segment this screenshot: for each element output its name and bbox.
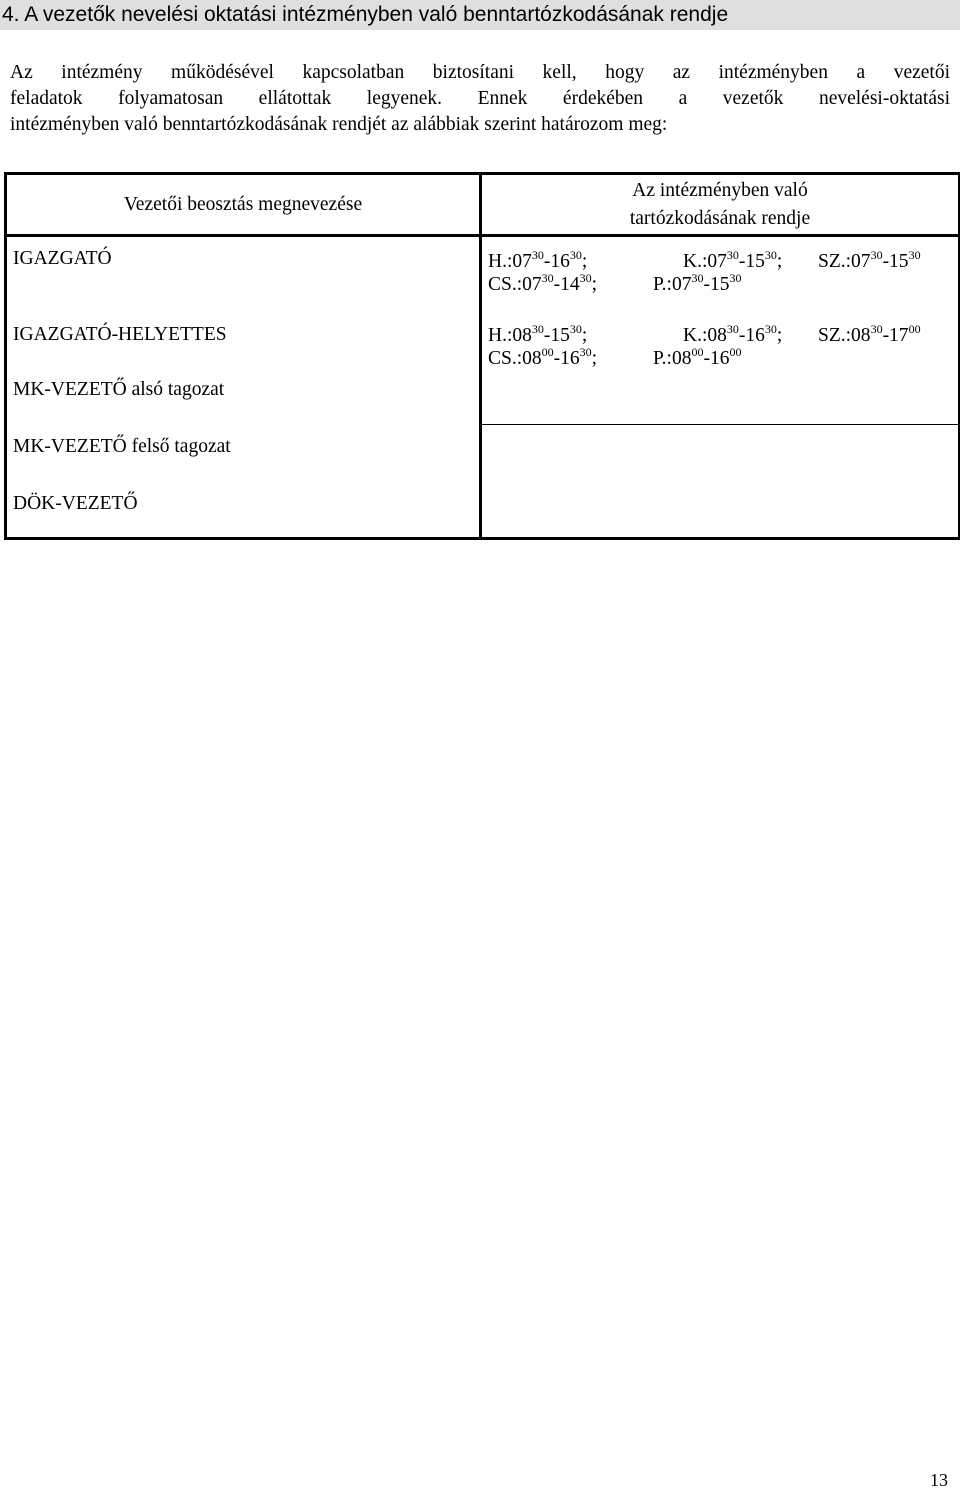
header-schedule [481,174,960,236]
page-number: 13 [930,1470,948,1490]
schedule-cell [481,368,960,425]
table-row [6,368,960,425]
intro-paragraph [10,60,950,138]
schedule-entry: $K.:07^{30}-15^{30}$; [683,248,783,273]
leader-schedule-table [4,172,960,540]
header-schedule-line-2: tartózkodásának rendje [629,207,811,229]
table-row [6,425,960,482]
role-label: MK-VEZETŐ alsó tagozat [13,378,225,400]
schedule-cell [481,236,960,311]
header-role: Vezetői beosztás megnevezése [6,174,481,236]
table-header-row [6,174,960,236]
schedule-cell [481,311,960,368]
table-row [6,236,960,311]
intro-line-2: feladatok folyamatosan ellátottak legyenek. Ennek érdekében a vezetők nevelési-oktatási [10,88,950,109]
schedule-cell [481,482,960,539]
schedule-entry: $K.:08^{30}-16^{30}$; [683,321,783,346]
role-cell [6,482,481,539]
schedule-entry: $H.:07^{30}-16^{30}$; [488,248,588,273]
intro-line-1: Az intézmény működésével kapcsolatban biztosítani kell, hogy az intézményben a vezetői [10,62,950,83]
role-cell [6,311,481,368]
schedule-entry: $P.:08^{00}-16^{00}$ [653,344,742,369]
schedule-entry: $SZ.:08^{30}-17^{00}$ [818,321,921,346]
header-schedule-line-1: Az intézményben való [632,179,808,201]
table-row [6,482,960,539]
schedule-entry: $SZ.:07^{30}-15^{30}$ [818,248,921,273]
role-label: MK-VEZETŐ felső tagozat [13,435,231,457]
schedule-entry: $CS.:07^{30}-14^{30}$; [488,271,598,296]
role-cell [6,368,481,425]
schedule-entry: $CS.:08^{00}-16^{30}$; [488,344,598,369]
role-label: DÖK-VEZETŐ [13,492,138,514]
role-cell [6,236,481,311]
schedule-cell [481,425,960,482]
role-cell [6,425,481,482]
role-label: IGAZGATÓ-HELYETTES [13,323,227,345]
table-row [6,311,960,368]
schedule-entry: $P.:07^{30}-15^{30}$ [653,271,742,296]
section-heading: 4. A vezetők nevelési oktatási intézményben való benntartózkodásának rendje [0,0,960,30]
schedule-entry: $H.:08^{30}-15^{30}$; [488,321,588,346]
intro-line-3: intézményben való benntartózkodásának rendjét az alábbiak szerint határozom meg: [10,114,668,135]
role-label: IGAZGATÓ [13,248,112,270]
